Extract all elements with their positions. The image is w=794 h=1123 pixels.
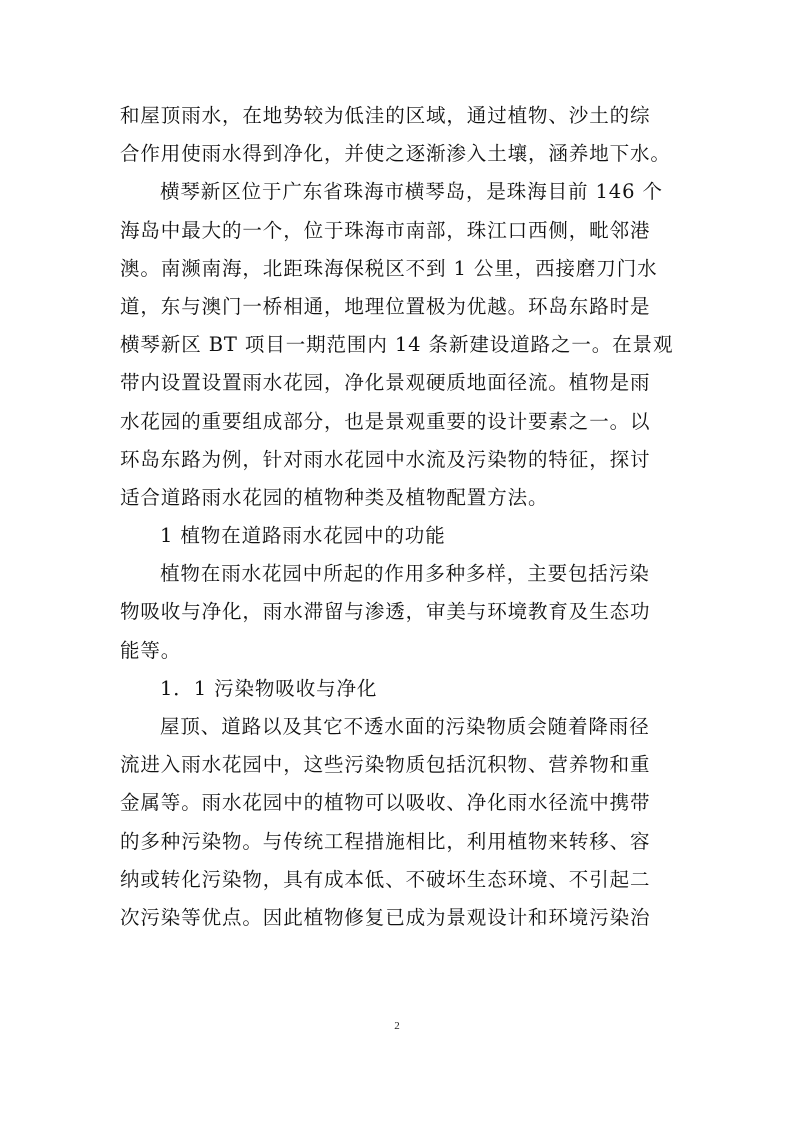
text-line: 次污染等优点。因此植物修复已成为景观设计和环境污染治: [120, 905, 651, 929]
body-text: [120, 97, 680, 937]
text-line: 海岛中最大的一个，位于珠海市南部，珠江口西侧，毗邻港: [120, 218, 651, 242]
text-line: 和屋顶雨水，在地势较为低洼的区域，通过植物、沙土的综: [120, 104, 651, 127]
text-line: 物吸收与净化，雨水滞留与渗透，审美与环境教育及生态功: [120, 600, 651, 624]
text-line: 带内设置设置雨水花园，净化景观硬质地面径流。植物是雨: [120, 371, 651, 395]
text-line: 合作用使雨水得到净化，并使之逐渐渗入土壤，涵养地下水。: [120, 142, 671, 166]
text-line: 流进入雨水花园中，这些污染物质包括沉积物、营养物和重: [120, 753, 651, 777]
subsection-heading: 1．1 污染物吸收与净化: [160, 676, 378, 700]
page-number: 2: [394, 1020, 400, 1032]
text-line: 的多种污染物。与传统工程措施相比，利用植物来转移、容: [120, 829, 651, 853]
paragraph-start-line: 横琴新区位于广东省珠海市横琴岛，是珠海目前 146 个: [160, 180, 663, 204]
text-line: 环岛东路为例，针对雨水花园中水流及污染物的特征，探讨: [120, 447, 651, 471]
section-heading: 1 植物在道路雨水花园中的功能: [160, 524, 446, 548]
text-line: 纳或转化污染物，具有成本低、不破坏生态环境、不引起二: [120, 867, 651, 891]
text-line: 适合道路雨水花园的植物种类及植物配置方法。: [120, 485, 549, 509]
text-line: 道，东与澳门一桥相通，地理位置极为优越。环岛东路时是: [120, 294, 651, 318]
text-line: 澳。南濒南海，北距珠海保税区不到 1 公里，西接磨刀门水: [120, 256, 658, 280]
paragraph-start-line: 屋顶、道路以及其它不透水面的污染物质会随着降雨径: [160, 715, 650, 738]
text-line: 横琴新区 BT 项目一期范围内 14 条新建设道路之一。在景观: [120, 333, 674, 357]
text-line: 金属等。雨水花园中的植物可以吸收、净化雨水径流中携带: [120, 791, 651, 815]
text-line: 水花园的重要组成部分，也是景观重要的设计要素之一。以: [120, 409, 651, 433]
paragraph-start-line: 植物在雨水花园中所起的作用多种多样，主要包括污染: [160, 562, 650, 586]
text-line: 能等。: [120, 638, 182, 662]
